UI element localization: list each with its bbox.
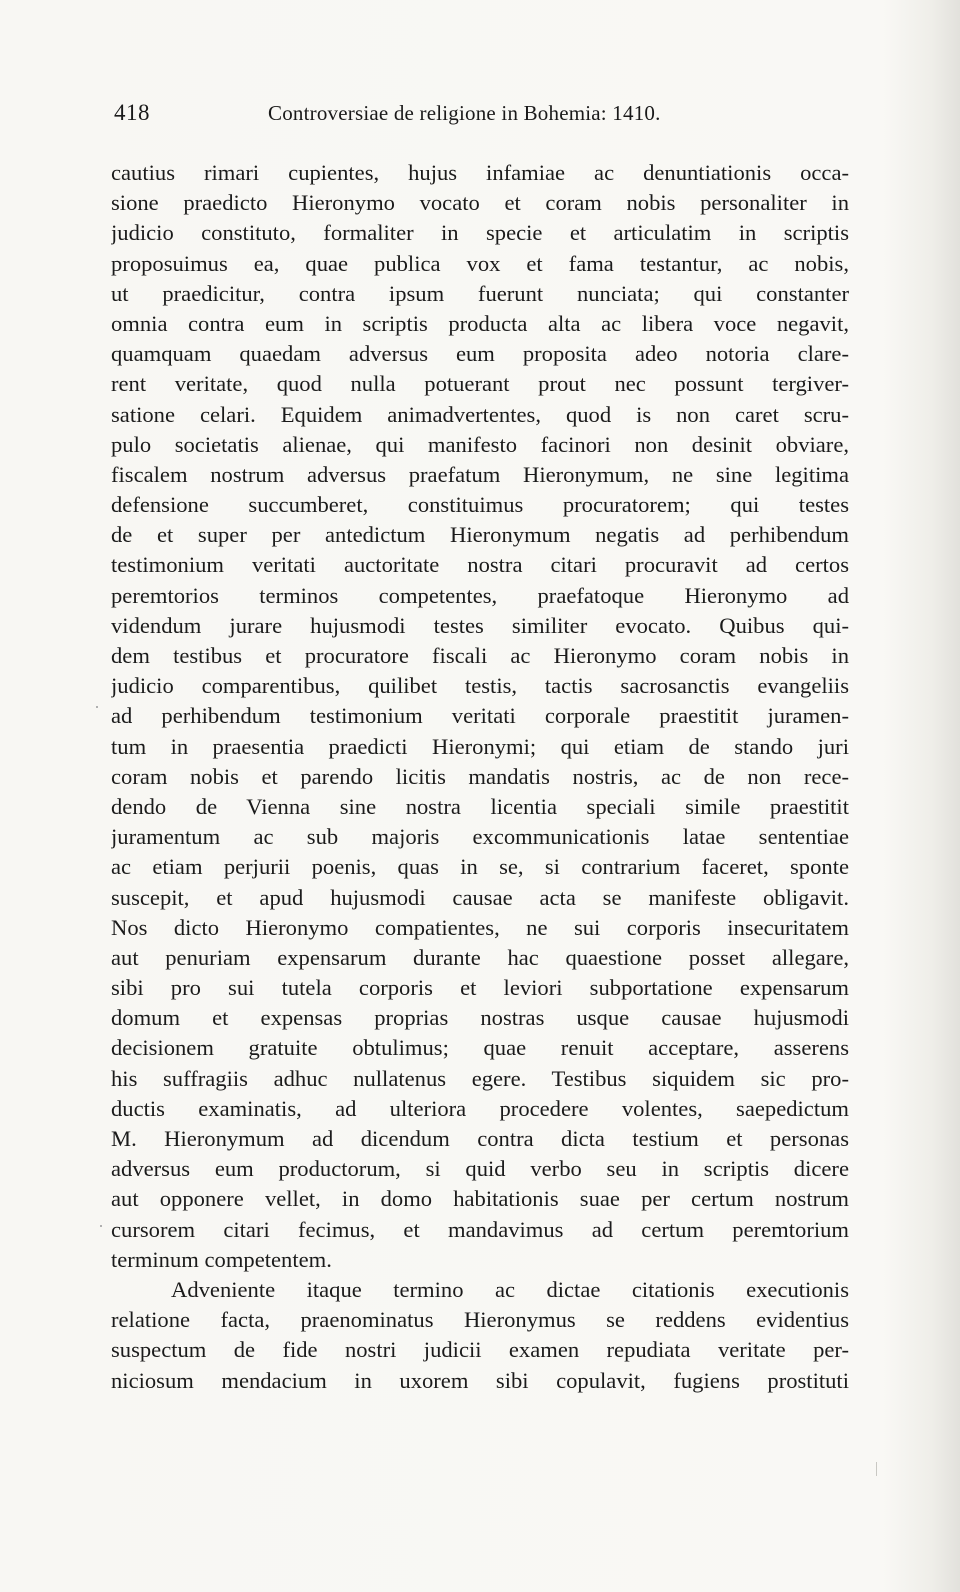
text-line: Nos dicto Hieronymo compatientes, ne sui corporis insecuritatem — [111, 914, 849, 940]
text-line: cursorem citari fecimus, et mandavimus ad certum peremtorium — [111, 1216, 849, 1242]
text-line: Adveniente itaque termino ac dictae citationis executionis — [171, 1276, 849, 1302]
text-line: testimonium veritati auctoritate nostra citari procuravit ad certos — [111, 552, 849, 578]
text-line: sione praedicto Hieronymo vocato et coram nobis personaliter in — [111, 190, 849, 216]
paragraph — [111, 158, 849, 1275]
text-line: cautius rimari cupientes, hujus infamiae ac denuntiationis occa- — [111, 160, 849, 185]
text-line: judicio comparentibus, quilibet testis, tactis sacrosanctis evangeliis — [111, 673, 849, 699]
text-line: omnia contra eum in scriptis producta alta ac libera voce negavit, — [111, 310, 849, 336]
text-line: coram nobis et parendo licitis mandatis nostris, ac de non rece- — [111, 763, 849, 789]
print-speck — [876, 1462, 877, 1476]
text-line: peremtorios terminos competentes, praefatoque Hieronymo ad — [111, 582, 849, 608]
text-line: quamquam quaedam adversus eum proposita adeo notoria clare- — [111, 341, 849, 367]
text-line: videndum jurare hujusmodi testes similiter evocato. Quibus qui- — [111, 612, 849, 638]
text-line: proposuimus ea, quae publica vox et fama testantur, ac nobis, — [111, 250, 849, 276]
text-line: pulo societatis alienae, qui manifesto facinori non desinit obviare, — [111, 431, 849, 457]
text-line: judicio constituto, formaliter in specie et articulatim in scriptis — [111, 220, 849, 246]
text-line: juramentum ac sub majoris excommunicationis latae sententiae — [111, 824, 849, 850]
text-line: ad perhibendum testimonium veritati corporale praestitit juramen- — [111, 703, 849, 729]
print-speck — [100, 1225, 102, 1227]
text-line: fiscalem nostrum adversus praefatum Hieronymum, ne sine legitima — [111, 461, 849, 487]
text-line: domum et expensas proprias nostras usque causae hujusmodi — [111, 1005, 849, 1031]
text-line: satione celari. Equidem animadvertentes, quod is non caret scru- — [111, 401, 849, 427]
text-line: de et super per antedictum Hieronymum negatis ad perhibendum — [111, 522, 849, 548]
text-line: aut opponere vellet, in domo habitationis suae per certum nostrum — [111, 1186, 849, 1212]
page-number: 418 — [114, 100, 150, 125]
print-speck — [96, 706, 98, 708]
text-line: suspectum de fide nostri judicii examen repudiata veritate per- — [111, 1337, 849, 1363]
text-line: sibi pro sui tutela corporis et leviori subportatione expensarum — [111, 975, 849, 1001]
text-line: ductis examinatis, ad ulteriora procedere volentes, saepedictum — [111, 1095, 849, 1121]
text-line: terminum competentem. — [111, 1246, 332, 1272]
text-line: ut praedicitur, contra ipsum fuerunt nunciata; qui constanter — [111, 280, 849, 306]
body-text — [111, 158, 849, 1396]
text-line: dem testibus et procuratore fiscali ac Hieronymo coram nobis in — [111, 643, 849, 668]
text-line: rent veritate, quod nulla potuerant prout nec possunt tergiver- — [111, 371, 849, 397]
running-title: Controversiae de religione in Bohemia: 1410. — [268, 101, 661, 125]
text-line: decisionem gratuite obtulimus; quae renuit acceptare, asserens — [111, 1035, 849, 1061]
text-line: suscepit, et apud hujusmodi causae acta se manifeste obligavit. — [111, 884, 849, 910]
text-line: M. Hieronymum ad dicendum contra dicta testium et personas — [111, 1126, 849, 1151]
text-line: his suffragiis adhuc nullatenus egere. Testibus siquidem sic pro- — [111, 1065, 849, 1091]
text-line: adversus eum productorum, si quid verbo seu in scriptis dicere — [111, 1156, 849, 1182]
running-head — [114, 100, 844, 130]
text-line: relatione facta, praenominatus Hieronymus se reddens evidentius — [111, 1307, 849, 1333]
text-line: tum in praesentia praedicti Hieronymi; qui etiam de stando juri — [111, 733, 849, 759]
text-line: aut penuriam expensarum durante hac quaestione posset allegare, — [111, 944, 849, 970]
text-line: niciosum mendacium in uxorem sibi copulavit, fugiens prostituti — [111, 1367, 849, 1393]
text-line: dendo de Vienna sine nostra licentia speciali simile praestitit — [111, 793, 849, 819]
paragraph — [111, 1275, 849, 1396]
text-line: ac etiam perjurii poenis, quas in se, si contrarium faceret, sponte — [111, 854, 849, 880]
text-line: defensione succumberet, constituimus procuratorem; qui testes — [111, 492, 849, 518]
